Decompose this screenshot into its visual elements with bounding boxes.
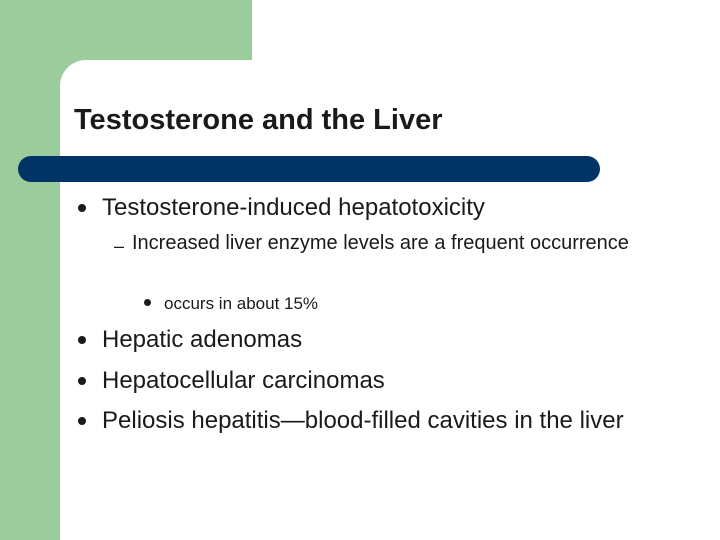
bullet-hepatocellular-carcinomas: Hepatocellular carcinomas <box>102 367 385 394</box>
sub-bullet-dash-icon: – <box>114 236 125 256</box>
title-underline-bar <box>18 156 600 182</box>
slide-title: Testosterone and the Liver <box>74 104 443 136</box>
sub-sub-bullet-percentage: occurs in about 15% <box>164 294 319 313</box>
bullet-dot-icon <box>78 377 86 385</box>
bullet-dot-icon <box>78 204 86 212</box>
bullet-dot-icon <box>78 336 86 344</box>
sub-bullet-liver-enzymes: Increased liver enzyme levels are a frequent occurrence <box>132 232 629 254</box>
bullet-hepatic-adenomas: Hepatic adenomas <box>102 326 303 353</box>
bullet-dot-icon <box>78 417 86 425</box>
bullet-dot-small-icon <box>144 299 151 306</box>
bullet-hepatotoxicity: Testosterone-induced hepatotoxicity <box>102 194 485 221</box>
bullet-peliosis-hepatitis: Peliosis hepatitis—blood-filled cavities in the liver <box>102 407 624 434</box>
decorative-green-bar-left <box>0 0 60 540</box>
